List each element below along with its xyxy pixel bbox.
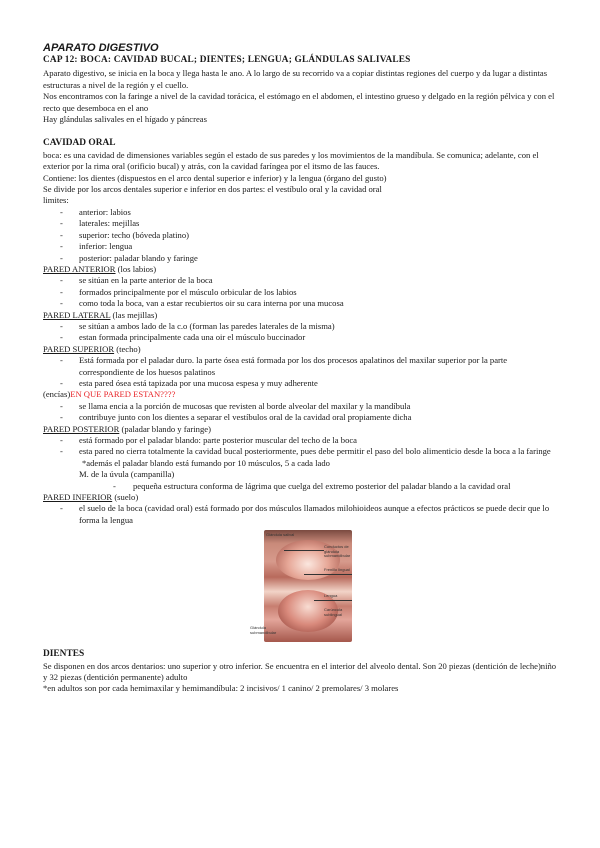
label-pointer-line	[284, 550, 324, 551]
label-pointer-line	[314, 600, 352, 601]
pared-lateral-list	[43, 321, 559, 344]
figure-label: Lengua	[324, 593, 338, 599]
list-item: - anterior: labios	[43, 207, 559, 218]
pared-inferior-title: PARED INFERIOR	[43, 492, 113, 503]
pared-posterior-heading	[43, 424, 559, 435]
section-heading-cavidad-oral: CAVIDAD ORAL	[43, 138, 116, 149]
document-content	[43, 42, 559, 695]
dientes-paragraph: Se disponen en dos arcos dentarios: uno superior y otro inferior. Se encuentra en el interior del alveolo dental. Son 20 piezas (dentición de leche)niño y 32 piezas (dentición permanente) adulto	[43, 660, 557, 683]
limites-label: limites:	[43, 195, 69, 206]
list-item: - esta pared ósea está tapizada por una mucosa espesa y muy adherente	[43, 378, 559, 389]
pared-posterior-note: *además el paladar blando está fumando por 10 músculos, 5 a cada lado	[82, 457, 330, 468]
pared-lateral-title: PARED LATERAL	[43, 309, 111, 320]
list-item: - esta pared no cierra totalmente la cavidad bucal posteriormente, pues debe permitir el paso del bolo alimenticio desde la boca a la faringe	[43, 446, 559, 457]
list-item: - superior: techo (bóveda platino)	[43, 230, 559, 241]
limites-list	[43, 207, 559, 264]
figure-label: Carúncula sublingual	[324, 607, 343, 617]
pared-lateral-heading	[43, 310, 559, 321]
list-item: - inferior: lengua	[43, 241, 559, 252]
document-title: APARATO DIGESTIVO	[43, 42, 159, 54]
pared-superior-heading	[43, 344, 559, 355]
oral-cavity-figure	[250, 530, 352, 642]
list-item: - laterales: mejillas	[43, 218, 559, 229]
pared-inferior-heading	[43, 492, 559, 503]
cavidad-paragraph: Contiene: los dientes (dispuestos en el arco dental superior e inferior) y la lengua (órgano del gusto)	[43, 172, 387, 183]
figure-label: Conductos de glándula submandibular	[324, 544, 351, 559]
pared-inferior-list	[43, 503, 559, 526]
list-item: - contribuye junto con los dientes a separar el vestíbulos oral de la cavidad oral propiamente dicha	[43, 412, 559, 423]
pared-anterior-suffix: (los labios)	[115, 263, 157, 274]
figure-label: Frenillo lingual	[324, 567, 350, 573]
list-item: - como toda la boca, van a estar recubiertos oir su cara interna por una mucosa	[43, 298, 559, 309]
figure-label: Glándula submandibular	[250, 625, 277, 635]
list-item: - se sitúan a ambos lado de la c.o (forman las paredes laterales de la misma)	[43, 321, 559, 332]
list-item: - estan formada principalmente cada una oir el músculo buccinador	[43, 332, 559, 343]
dientes-paragraph: *en adultos son por cada hemimaxilar y hemimandíbula: 2 incisivos/ 1 canino/ 2 premolares/ 3 molares	[43, 683, 399, 694]
pared-anterior-list	[43, 275, 559, 309]
pared-posterior-title: PARED POSTERIOR	[43, 423, 120, 434]
encias-list	[43, 401, 559, 424]
cavidad-paragraph: boca: es una cavidad de dimensiones variables según el estado de sus paredes y los movimientos de la mandíbula. Se comunica; adelante, con el exterior por la rima oral (orificio bucal) y atrás, con la cavidad faríngea por el itsmo de las fauces.	[43, 149, 539, 172]
label-pointer-line	[304, 574, 352, 575]
pared-inferior-suffix: (suelo)	[112, 492, 139, 503]
list-item: - posterior: paladar blando y faringe	[43, 253, 559, 264]
intro-paragraph: Hay glándulas salivales en el hígado y páncreas	[43, 114, 207, 125]
section-heading-dientes: DIENTES	[43, 649, 85, 660]
pared-superior-title: PARED SUPERIOR	[43, 343, 115, 354]
pared-anterior-heading	[43, 264, 559, 275]
encias-prefix: (encías)	[43, 389, 71, 400]
list-item: - Está formada por el paladar duro. la parte ósea está formada por los dos procesos apalatinos del maxilar superior por la parte correspondiente de los huesos palatinos	[43, 355, 559, 378]
pared-posterior-list	[43, 435, 559, 458]
encias-heading	[43, 389, 559, 400]
list-item: - se llama encia a la porción de mucosas que revisten al borde alveolar del maxilar y la mandíbula	[43, 401, 559, 412]
chapter-subtitle: CAP 12: BOCA: CAVIDAD BUCAL; DIENTES; LENGUA; GLÁNDULAS SALIVALES	[43, 55, 411, 65]
uvula-muscle: M. de la úvula (campanilla)	[79, 469, 175, 480]
list-item: - formados principalmente por el músculo orbicular de los labios	[43, 287, 559, 298]
list-item: - el suelo de la boca (cavidad oral) está formado por dos músculos llamados milohioideos aunque a efectos prácticos se puede decir que lo forma la lengua	[43, 503, 559, 526]
cavidad-paragraph: Se divide por los arcos dentales superior e inferior en dos partes: el vestíbulo oral y la cavidad oral	[43, 184, 382, 195]
list-item: - pequeña estructura conforma de lágrima que cuelga del extremo posterior del paladar blando a la cavidad oral	[43, 481, 559, 492]
intro-paragraph: Aparato digestivo, se inicia en la boca y llega hasta le ano. A lo largo de su recorrido va a copiar distintas regiones del cuerpo y da lugar a distintas estructuras a nivel de la región y el cuello.	[43, 68, 548, 90]
pared-superior-list	[43, 355, 559, 389]
list-item: - se sitúan en la parte anterior de la boca	[43, 275, 559, 286]
pared-anterior-title: PARED ANTERIOR	[43, 263, 116, 274]
pared-superior-suffix: (techo)	[114, 343, 141, 354]
uvula-list	[43, 481, 559, 492]
list-item: - está formado por el paladar blando: parte posterior muscular del techo de la boca	[43, 435, 559, 446]
figure-label: Glándula salival	[266, 532, 295, 538]
pared-lateral-suffix: (las mejillas)	[110, 309, 158, 320]
pared-posterior-suffix: (paladar blando y faringe)	[119, 423, 211, 434]
encias-question: EN QUE PARED ESTAN????	[70, 389, 176, 400]
intro-paragraph: Nos encontramos con la faringe a nivel de la cavidad torácica, el estómago en el abdomen, el intestino grueso y delgado en la región pélvica y con el recto que desemboca en el ano	[43, 91, 555, 113]
